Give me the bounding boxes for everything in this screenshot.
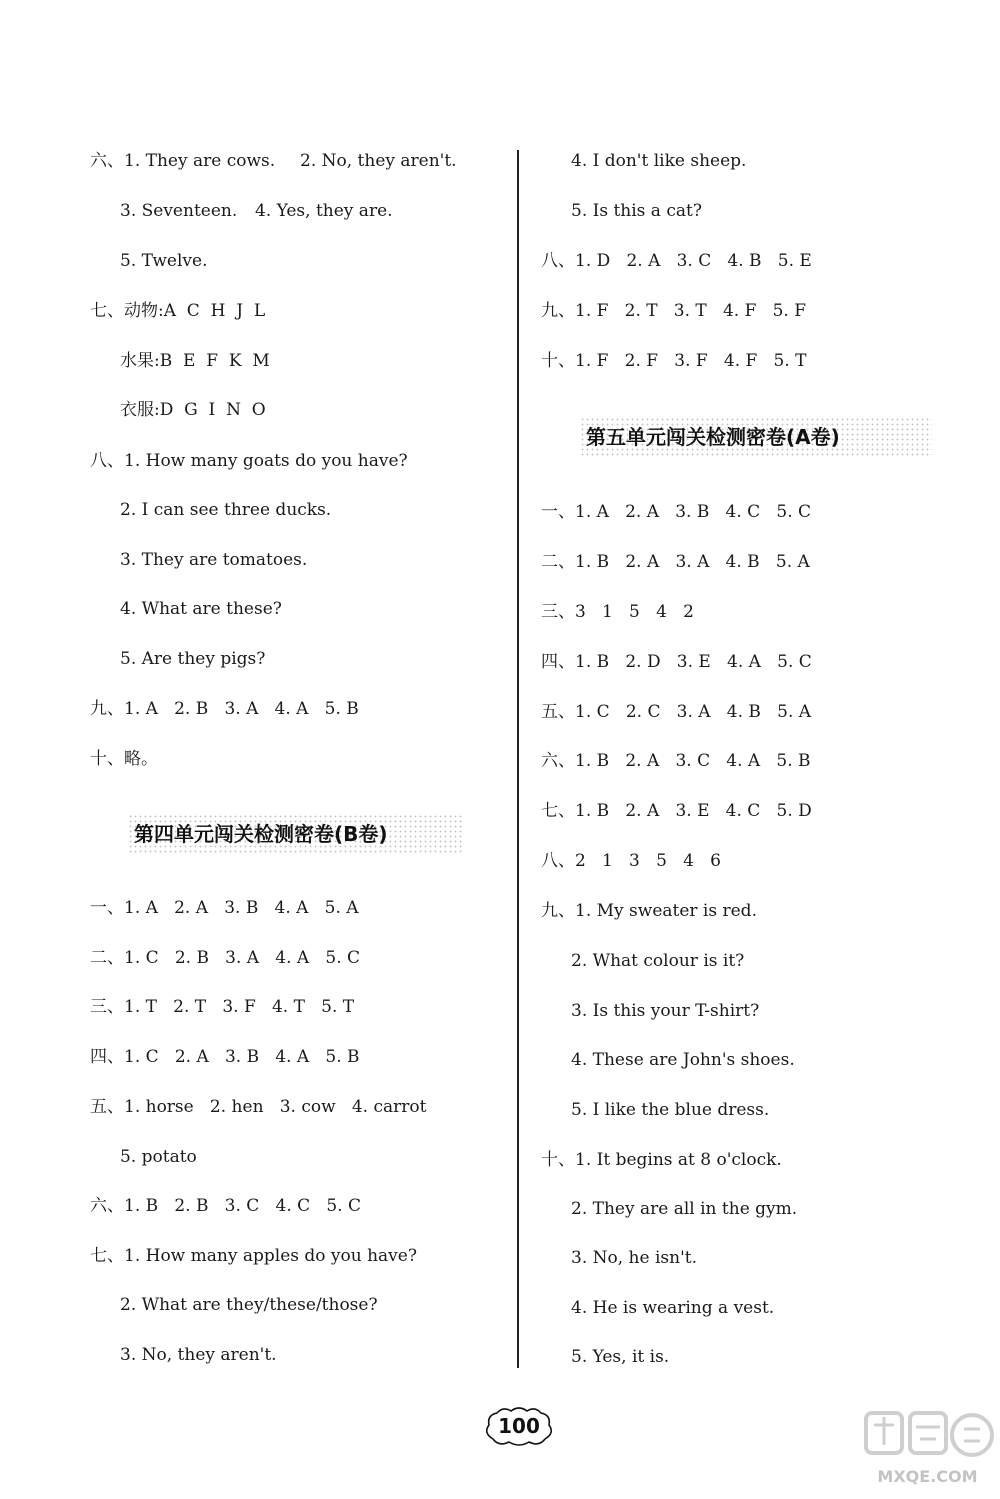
unit-5a-section-2: 二、1. B 2. A 3. A 4. B 5. A [541,552,810,572]
section-6-item-1: 六、1. They are cows. [90,151,276,171]
watermark-logo-icon [860,1405,995,1469]
right-section-10-answers: 十、1. F 2. F 3. F 4. F 5. T [541,351,807,371]
section-6-item-2: 2. No, they aren't. [300,151,457,171]
section-9-answers: 九、1. A 2. B 3. A 4. A 5. B [90,699,359,719]
right-section-8-answers: 八、1. D 2. A 3. C 4. B 5. E [541,251,812,271]
page-number-badge [483,1405,555,1447]
watermark-text: MXQE.COM [877,1467,978,1486]
column-divider [517,150,519,1368]
unit-5a-section-10-item-1: 十、1. It begins at 8 o'clock. [541,1150,782,1170]
unit-5a-title: 第五单元闯关检测密卷(A卷) [580,417,932,457]
section-7-row-2: 水果:B E F K M [120,351,270,371]
unit-4b-section-7-item-1: 七、1. How many apples do you have? [90,1246,417,1266]
unit-4b-section-6: 六、1. B 2. B 3. C 4. C 5. C [90,1196,361,1216]
unit-5a-section-9-item-4: 4. These are John's shoes. [571,1050,795,1070]
unit-5a-section-3: 三、3 1 5 4 2 [541,602,694,622]
section-8-item-5: 5. Are they pigs? [120,649,266,669]
unit-4b-section-3: 三、1. T 2. T 3. F 4. T 5. T [90,997,355,1017]
section-7-item-5: 5. Is this a cat? [571,201,702,221]
section-7-item-4: 4. I don't like sheep. [571,151,747,171]
unit-5a-section-10-item-3: 3. No, he isn't. [571,1248,697,1268]
right-section-9-answers: 九、1. F 2. T 3. T 4. F 5. F [541,301,807,321]
section-8-item-3: 3. They are tomatoes. [120,550,308,570]
section-8-item-2: 2. I can see three ducks. [120,500,332,520]
page-number: 100 [498,1414,540,1438]
section-8-item-1: 八、1. How many goats do you have? [90,451,408,471]
unit-5a-section-10-item-4: 4. He is wearing a vest. [571,1298,775,1318]
unit-4b-section-2: 二、1. C 2. B 3. A 4. A 5. C [90,948,361,968]
unit-4b-section-1: 一、1. A 2. A 3. B 4. A 5. A [90,898,359,918]
unit-5a-section-10-item-5: 5. Yes, it is. [571,1347,670,1367]
section-7-row-1: 七、动物:A C H J L [90,301,266,321]
unit-5a-section-8: 八、2 1 3 5 4 6 [541,851,721,871]
section-6-item-3: 3. Seventeen. [120,201,238,221]
unit-5a-section-10-item-2: 2. They are all in the gym. [571,1199,798,1219]
unit-5a-section-5: 五、1. C 2. C 3. A 4. B 5. A [541,702,812,722]
unit-5a-section-9-item-3: 3. Is this your T-shirt? [571,1001,760,1021]
watermark [860,1405,995,1495]
unit-5a-section-7: 七、1. B 2. A 3. E 4. C 5. D [541,801,812,821]
section-6-item-4: 4. Yes, they are. [255,201,393,221]
unit-4b-section-7-item-3: 3. No, they aren't. [120,1345,277,1365]
unit-4b-section-5: 五、1. horse 2. hen 3. cow 4. carrot [90,1097,427,1117]
unit-5a-section-1: 一、1. A 2. A 3. B 4. C 5. C [541,502,812,522]
unit-5a-section-9-item-1: 九、1. My sweater is red. [541,901,757,921]
unit-5a-section-9-item-5: 5. I like the blue dress. [571,1100,770,1120]
unit-5a-section-9-item-2: 2. What colour is it? [571,951,745,971]
unit-4b-section-7-item-2: 2. What are they/these/those? [120,1295,378,1315]
section-7-row-3: 衣服:D G I N O [120,400,266,420]
unit-5a-section-4: 四、1. B 2. D 3. E 4. A 5. C [541,652,812,672]
section-10-answers: 十、略。 [90,749,158,769]
unit-4b-title: 第四单元闯关检测密卷(B卷) [128,814,462,854]
section-6-item-5: 5. Twelve. [120,251,208,271]
unit-5a-section-6: 六、1. B 2. A 3. C 4. A 5. B [541,751,811,771]
unit-4b-section-5-extra: 5. potato [120,1147,197,1167]
unit-4b-section-4: 四、1. C 2. A 3. B 4. A 5. B [90,1047,360,1067]
section-8-item-4: 4. What are these? [120,599,282,619]
